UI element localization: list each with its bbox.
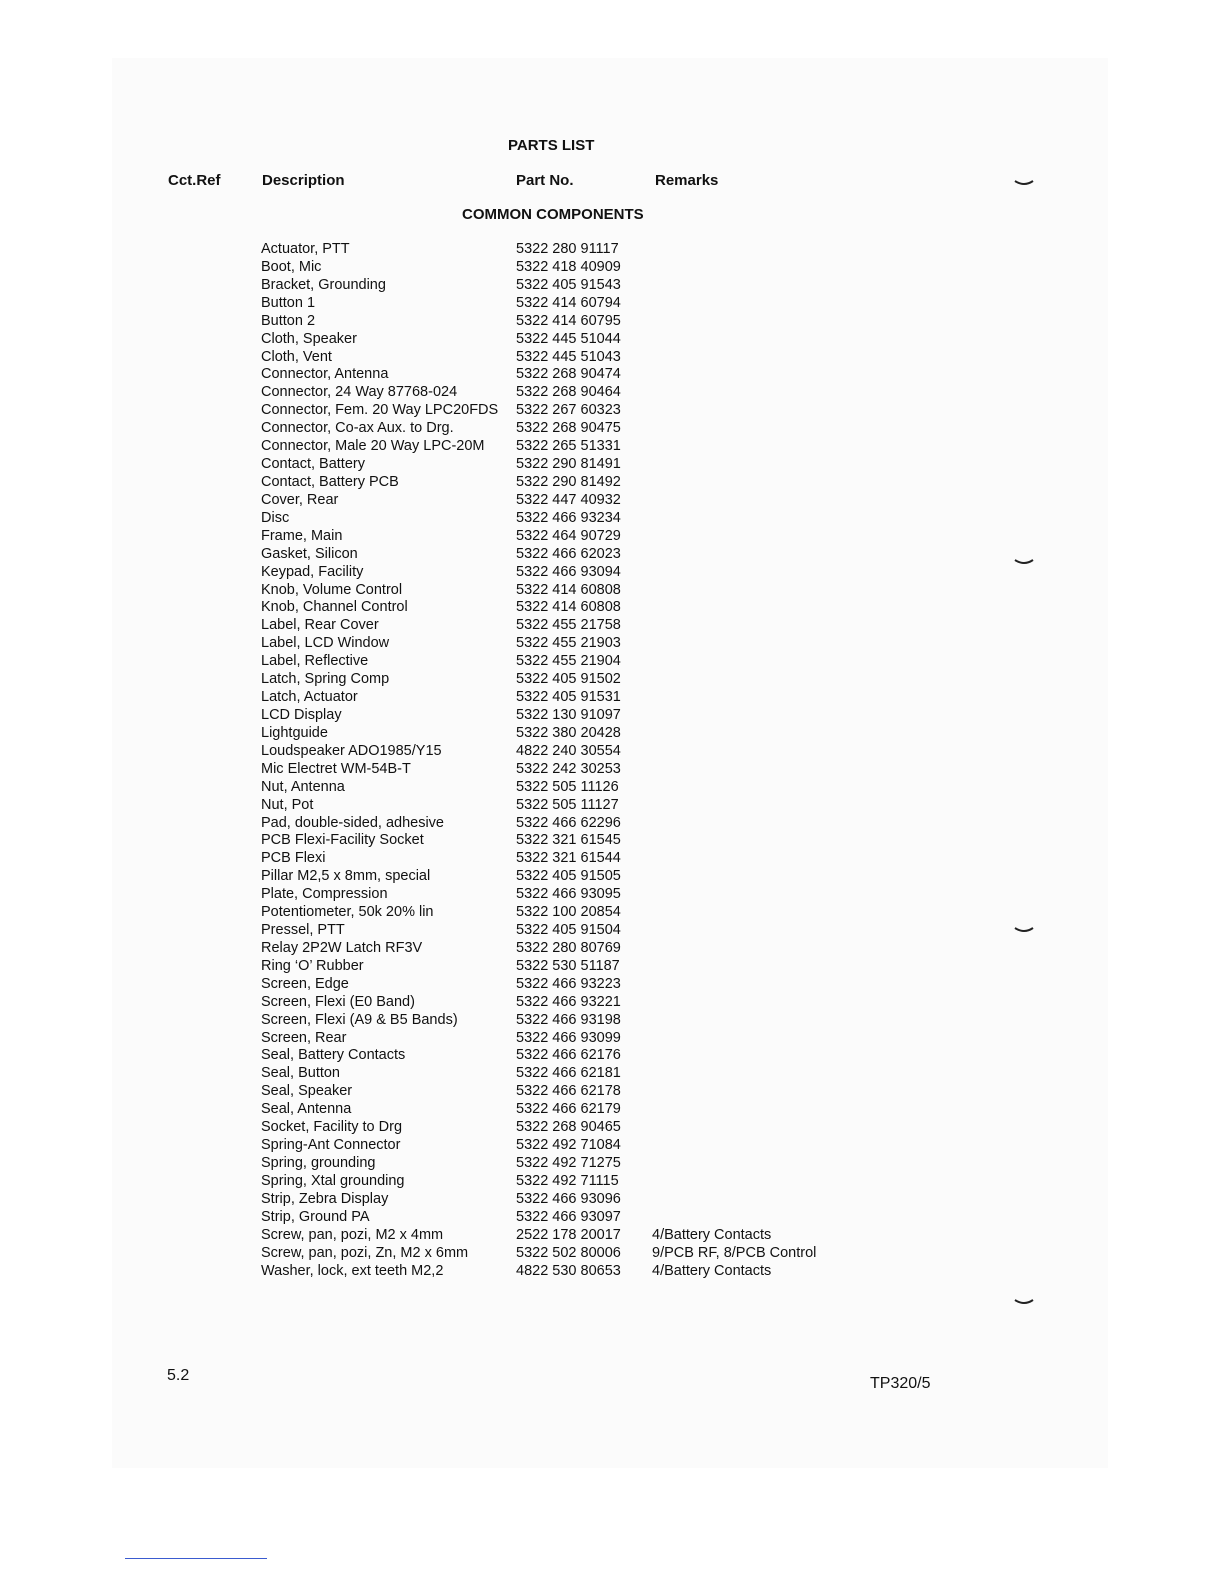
part-description: PCB Flexi bbox=[261, 850, 326, 867]
part-number: 5322 268 90474 bbox=[516, 366, 621, 383]
table-row bbox=[0, 456, 1224, 474]
part-description: Cloth, Speaker bbox=[261, 330, 357, 347]
part-description: Spring-Ant Connector bbox=[261, 1137, 401, 1154]
table-row bbox=[0, 1065, 1224, 1083]
table-row bbox=[0, 277, 1224, 295]
part-description: Knob, Channel Control bbox=[261, 599, 408, 616]
header-part-no: Part No. bbox=[516, 172, 574, 189]
part-number: 5322 466 62176 bbox=[516, 1047, 621, 1064]
page-title: PARTS LIST bbox=[508, 137, 595, 154]
part-description: Keypad, Facility bbox=[261, 563, 364, 580]
part-remarks: 9/PCB RF, 8/PCB Control bbox=[652, 1244, 817, 1261]
part-number: 5322 268 90465 bbox=[516, 1119, 621, 1136]
part-number: 5322 321 61544 bbox=[516, 850, 621, 867]
part-remarks: 4/Battery Contacts bbox=[652, 1226, 772, 1243]
binding-mark bbox=[1014, 925, 1034, 935]
part-number: 2522 178 20017 bbox=[516, 1226, 621, 1243]
table-row bbox=[0, 474, 1224, 492]
part-number: 5322 445 51043 bbox=[516, 348, 621, 365]
part-description: Cover, Rear bbox=[261, 491, 339, 508]
table-row bbox=[0, 331, 1224, 349]
part-description: Pad, double-sided, adhesive bbox=[261, 814, 444, 831]
part-number: 5322 242 30253 bbox=[516, 760, 621, 777]
table-row bbox=[0, 1245, 1224, 1263]
binding-mark bbox=[1014, 1297, 1034, 1307]
table-row bbox=[0, 295, 1224, 313]
part-number: 5322 492 71084 bbox=[516, 1137, 621, 1154]
binding-mark bbox=[1014, 557, 1034, 567]
part-number: 5322 502 80006 bbox=[516, 1244, 621, 1261]
part-number: 4822 530 80653 bbox=[516, 1262, 621, 1279]
table-row bbox=[0, 815, 1224, 833]
part-number: 5322 466 93198 bbox=[516, 1011, 621, 1028]
table-row bbox=[0, 958, 1224, 976]
part-description: Connector, Co-ax Aux. to Drg. bbox=[261, 420, 454, 437]
part-description: Mic Electret WM-54B-T bbox=[261, 760, 411, 777]
binding-mark bbox=[1014, 178, 1034, 188]
table-row bbox=[0, 438, 1224, 456]
part-description: Connector, Fem. 20 Way LPC20FDS bbox=[261, 402, 499, 419]
part-number: 5322 380 20428 bbox=[516, 724, 621, 741]
table-row bbox=[0, 994, 1224, 1012]
part-number: 5322 100 20854 bbox=[516, 904, 621, 921]
part-description: Connector, 24 Way 87768-024 bbox=[261, 384, 458, 401]
part-description: Gasket, Silicon bbox=[261, 545, 358, 562]
header-description: Description bbox=[262, 172, 345, 189]
table-row bbox=[0, 850, 1224, 868]
part-description: Frame, Main bbox=[261, 527, 343, 544]
part-description: Label, LCD Window bbox=[261, 635, 390, 652]
part-number: 5322 268 90475 bbox=[516, 420, 621, 437]
part-description: Strip, Ground PA bbox=[261, 1208, 370, 1225]
part-description: Spring, grounding bbox=[261, 1155, 376, 1172]
table-row bbox=[0, 635, 1224, 653]
page-number: 5.2 bbox=[167, 1367, 190, 1384]
part-number: 5322 466 93096 bbox=[516, 1190, 621, 1207]
table-row bbox=[0, 868, 1224, 886]
table-row bbox=[0, 617, 1224, 635]
table-row bbox=[0, 582, 1224, 600]
table-row bbox=[0, 1173, 1224, 1191]
part-number: 5322 445 51044 bbox=[516, 330, 621, 347]
part-description: Button 1 bbox=[261, 294, 316, 311]
part-description: Actuator, PTT bbox=[261, 241, 350, 257]
part-number: 5322 280 91117 bbox=[516, 241, 619, 257]
part-description: Relay 2P2W Latch RF3V bbox=[261, 939, 423, 956]
table-row bbox=[0, 1030, 1224, 1048]
table-row bbox=[0, 1263, 1224, 1281]
table-row bbox=[0, 671, 1224, 689]
part-description: Latch, Spring Comp bbox=[261, 671, 390, 688]
part-description: Socket, Facility to Drg bbox=[261, 1119, 403, 1136]
part-number: 5322 414 60808 bbox=[516, 599, 621, 616]
table-row bbox=[0, 1083, 1224, 1101]
part-description: Latch, Actuator bbox=[261, 689, 358, 706]
table-row bbox=[0, 546, 1224, 564]
table-row bbox=[0, 1012, 1224, 1030]
part-description: Connector, Antenna bbox=[261, 366, 389, 383]
table-row bbox=[0, 743, 1224, 761]
part-number: 5322 414 60795 bbox=[516, 312, 621, 329]
part-number: 5322 280 80769 bbox=[516, 939, 621, 956]
part-number: 5322 455 21903 bbox=[516, 635, 621, 652]
part-number: 5322 466 62181 bbox=[516, 1065, 621, 1082]
part-description: Screen, Flexi (E0 Band) bbox=[261, 993, 415, 1010]
part-number: 5322 492 71275 bbox=[516, 1155, 621, 1172]
table-row bbox=[0, 492, 1224, 510]
part-description: LCD Display bbox=[261, 706, 342, 723]
part-description: Pressel, PTT bbox=[261, 922, 345, 939]
part-description: Contact, Battery PCB bbox=[261, 473, 399, 490]
part-number: 5322 405 91502 bbox=[516, 671, 621, 688]
part-description: Pillar M2,5 x 8mm, special bbox=[261, 868, 431, 885]
part-description: Screw, pan, pozi, Zn, M2 x 6mm bbox=[261, 1244, 469, 1261]
part-number: 5322 321 61545 bbox=[516, 832, 621, 849]
part-number: 5322 466 93223 bbox=[516, 975, 621, 992]
table-row bbox=[0, 1119, 1224, 1137]
part-number: 5322 466 93234 bbox=[516, 509, 621, 526]
part-number: 5322 130 91097 bbox=[516, 706, 621, 723]
table-row bbox=[0, 779, 1224, 797]
table-row bbox=[0, 349, 1224, 367]
table-row bbox=[0, 599, 1224, 617]
table-row bbox=[0, 1137, 1224, 1155]
part-number: 5322 414 60794 bbox=[516, 294, 621, 311]
part-number: 5322 466 93221 bbox=[516, 993, 621, 1010]
part-number: 5322 290 81492 bbox=[516, 473, 621, 490]
table-row bbox=[0, 922, 1224, 940]
part-number: 5322 290 81491 bbox=[516, 456, 621, 473]
part-description: Seal, Battery Contacts bbox=[261, 1047, 406, 1064]
part-description: Washer, lock, ext teeth M2,2 bbox=[261, 1262, 444, 1279]
part-description: Ring ‘O’ Rubber bbox=[261, 957, 364, 974]
table-row bbox=[0, 366, 1224, 384]
table-row bbox=[0, 1209, 1224, 1227]
part-description: Potentiometer, 50k 20% lin bbox=[261, 904, 434, 921]
scan-artifact-line bbox=[125, 1558, 267, 1559]
part-number: 5322 530 51187 bbox=[516, 957, 620, 974]
part-number: 5322 265 51331 bbox=[516, 438, 621, 455]
document-code: TP320/5 bbox=[870, 1375, 931, 1392]
table-row bbox=[0, 1047, 1224, 1065]
part-number: 5322 455 21904 bbox=[516, 653, 621, 670]
part-description: Label, Rear Cover bbox=[261, 617, 379, 634]
table-row bbox=[0, 725, 1224, 743]
parts-table bbox=[0, 241, 1224, 1280]
part-number: 4822 240 30554 bbox=[516, 742, 621, 759]
part-description: PCB Flexi-Facility Socket bbox=[261, 832, 424, 849]
part-description: Label, Reflective bbox=[261, 653, 369, 670]
table-row bbox=[0, 1155, 1224, 1173]
part-description: Seal, Speaker bbox=[261, 1083, 353, 1100]
table-row bbox=[0, 259, 1224, 277]
table-row bbox=[0, 797, 1224, 815]
part-number: 5322 405 91543 bbox=[516, 276, 621, 293]
part-description: Screen, Flexi (A9 & B5 Bands) bbox=[261, 1011, 458, 1028]
part-number: 5322 267 60323 bbox=[516, 402, 621, 419]
part-number: 5322 268 90464 bbox=[516, 384, 621, 401]
part-description: Plate, Compression bbox=[261, 886, 388, 903]
part-number: 5322 492 71115 bbox=[516, 1172, 619, 1189]
section-title: COMMON COMPONENTS bbox=[462, 206, 644, 223]
table-row bbox=[0, 1227, 1224, 1245]
table-row bbox=[0, 241, 1224, 259]
table-row bbox=[0, 564, 1224, 582]
part-description: Connector, Male 20 Way LPC-20M bbox=[261, 438, 485, 455]
part-number: 5322 418 40909 bbox=[516, 258, 621, 275]
part-number: 5322 466 62296 bbox=[516, 814, 621, 831]
table-row bbox=[0, 510, 1224, 528]
part-description: Contact, Battery bbox=[261, 456, 365, 473]
part-description: Seal, Button bbox=[261, 1065, 340, 1082]
table-row bbox=[0, 384, 1224, 402]
part-remarks: 4/Battery Contacts bbox=[652, 1262, 772, 1279]
part-description: Bracket, Grounding bbox=[261, 276, 386, 293]
table-row bbox=[0, 653, 1224, 671]
part-description: Disc bbox=[261, 509, 290, 526]
table-row bbox=[0, 1191, 1224, 1209]
part-description: Screw, pan, pozi, M2 x 4mm bbox=[261, 1226, 444, 1243]
part-number: 5322 505 11126 bbox=[516, 778, 619, 795]
table-row bbox=[0, 707, 1224, 725]
part-number: 5322 455 21758 bbox=[516, 617, 621, 634]
table-row bbox=[0, 976, 1224, 994]
part-number: 5322 405 91504 bbox=[516, 922, 621, 939]
table-row bbox=[0, 886, 1224, 904]
part-description: Strip, Zebra Display bbox=[261, 1190, 389, 1207]
part-number: 5322 466 93095 bbox=[516, 886, 621, 903]
table-row bbox=[0, 904, 1224, 922]
part-number: 5322 405 91505 bbox=[516, 868, 621, 885]
part-description: Seal, Antenna bbox=[261, 1101, 352, 1118]
table-row bbox=[0, 402, 1224, 420]
table-row bbox=[0, 1101, 1224, 1119]
part-description: Screen, Rear bbox=[261, 1029, 347, 1046]
table-row bbox=[0, 689, 1224, 707]
part-number: 5322 466 93099 bbox=[516, 1029, 621, 1046]
part-description: Cloth, Vent bbox=[261, 348, 332, 365]
part-number: 5322 466 93094 bbox=[516, 563, 621, 580]
table-row bbox=[0, 940, 1224, 958]
part-number: 5322 447 40932 bbox=[516, 491, 621, 508]
part-number: 5322 466 62023 bbox=[516, 545, 621, 562]
table-row bbox=[0, 832, 1224, 850]
part-description: Nut, Pot bbox=[261, 796, 314, 813]
part-description: Nut, Antenna bbox=[261, 778, 345, 795]
part-description: Screen, Edge bbox=[261, 975, 349, 992]
table-row bbox=[0, 528, 1224, 546]
part-description: Lightguide bbox=[261, 724, 328, 741]
table-row bbox=[0, 313, 1224, 331]
header-remarks: Remarks bbox=[655, 172, 719, 189]
part-number: 5322 405 91531 bbox=[516, 689, 621, 706]
part-description: Boot, Mic bbox=[261, 258, 322, 275]
part-description: Spring, Xtal grounding bbox=[261, 1172, 405, 1189]
part-number: 5322 466 93097 bbox=[516, 1208, 621, 1225]
part-description: Loudspeaker ADO1985/Y15 bbox=[261, 742, 442, 759]
part-number: 5322 466 62178 bbox=[516, 1083, 621, 1100]
part-number: 5322 505 11127 bbox=[516, 796, 619, 813]
header-cct-ref: Cct.Ref bbox=[168, 172, 221, 189]
part-number: 5322 414 60808 bbox=[516, 581, 621, 598]
part-description: Button 2 bbox=[261, 312, 316, 329]
part-number: 5322 464 90729 bbox=[516, 527, 621, 544]
part-description: Knob, Volume Control bbox=[261, 581, 403, 598]
table-row bbox=[0, 420, 1224, 438]
table-row bbox=[0, 761, 1224, 779]
part-number: 5322 466 62179 bbox=[516, 1101, 621, 1118]
